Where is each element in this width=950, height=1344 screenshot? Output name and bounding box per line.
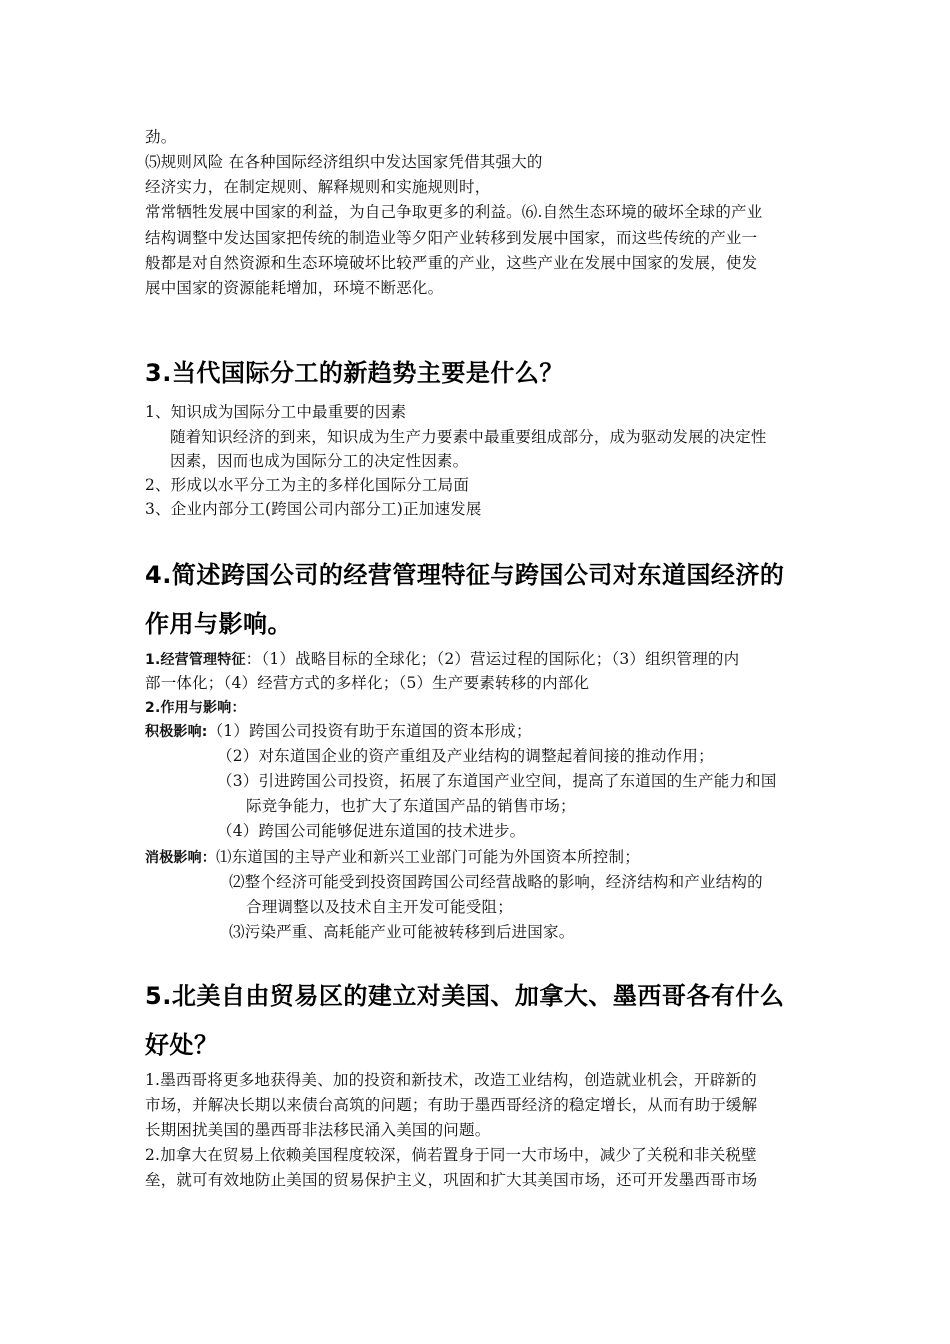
feature-line bbox=[145, 648, 739, 671]
intro-line: 结构调整中发达国家把传统的制造业等夕阳产业转移到发展中国家，而这些传统的产业一 bbox=[145, 229, 758, 247]
intro-line: 展中国家的资源能耗增加，环境不断恶化。 bbox=[145, 279, 444, 297]
section5-line: 市场，并解决长期以来债台高筑的问题；有助于墨西哥经济的稳定增长，从而有助于缓解 bbox=[145, 1096, 758, 1114]
negative-item: 合理调整以及技术自主开发可能受阻； bbox=[246, 898, 513, 916]
section3-item: 1、知识成为国际分工中最重要的因素 bbox=[145, 403, 407, 421]
section4-heading-cont: 作用与影响。 bbox=[145, 610, 292, 638]
section3-item: 因素，因而也成为国际分工的决定性因素。 bbox=[170, 452, 469, 470]
positive-item: （3）引进跨国公司投资，拓展了东道国产业空间，提高了东道国的生产能力和国 bbox=[217, 772, 777, 790]
section4-heading: 4.简述跨国公司的经营管理特征与跨国公司对东道国经济的 bbox=[145, 561, 785, 589]
positive-item: 际竞争能力，也扩大了东道国产品的销售市场； bbox=[246, 797, 576, 815]
section5-heading-cont: 好处？ bbox=[145, 1031, 219, 1059]
intro-line: 般都是对自然资源和生态环境破坏比较严重的产业，这些产业在发展中国家的发展，使发 bbox=[145, 254, 758, 272]
feature-line-cont: 部一体化；（4）经营方式的多样化；（5）生产要素转移的内部化 bbox=[145, 674, 590, 692]
negative-item: ⑴东道国的主导产业和新兴工业部门可能为外国资本所控制； bbox=[216, 848, 640, 866]
effect-label: 2.作用与影响： bbox=[145, 700, 246, 716]
positive-item: （2）对东道国企业的资产重组及产业结构的调整起着间接的推动作用； bbox=[217, 747, 714, 765]
intro-line: 劲。 bbox=[145, 128, 177, 146]
positive-item: （1）跨国公司投资有助于东道国的资本形成； bbox=[207, 722, 532, 740]
negative-label: 消极影响： bbox=[145, 850, 216, 866]
positive-label: 积极影响: bbox=[145, 724, 208, 740]
section5-line: 长期困扰美国的墨西哥非法移民涌入美国的问题。 bbox=[145, 1121, 491, 1139]
intro-line: ⑸规则风险 在各种国际经济组织中发达国家凭借其强大的 bbox=[145, 153, 543, 171]
negative-line bbox=[145, 846, 640, 869]
section3-item: 2、形成以水平分工为主的多样化国际分工局面 bbox=[145, 476, 470, 494]
negative-item: ⑶污染严重、高耗能产业可能被转移到后进国家。 bbox=[229, 923, 575, 941]
section5-line: 垒，就可有效地防止美国的贸易保护主义，巩固和扩大其美国市场，还可开发墨西哥市场 bbox=[145, 1171, 758, 1189]
feature-text: ：（1）战略目标的全球化；（2）营运过程的国际化；（3）组织管理的内 bbox=[245, 650, 740, 668]
section3-item: 随着知识经济的到来，知识成为生产力要素中最重要组成部分，成为驱动发展的决定性 bbox=[170, 428, 767, 446]
section3-item: 3、企业内部分工(跨国公司内部分工)正加速发展 bbox=[145, 500, 482, 518]
positive-line bbox=[145, 720, 532, 743]
positive-item: （4）跨国公司能够促进东道国的技术进步。 bbox=[217, 822, 526, 840]
intro-line: 经济实力，在制定规则、解释规则和实施规则时， bbox=[145, 178, 491, 196]
intro-line: 常常牺牲发展中国家的利益，为自己争取更多的利益。⑹.自然生态环境的破坏全球的产业 bbox=[145, 203, 763, 221]
negative-item: ⑵整个经济可能受到投资国跨国公司经营战略的影响，经济结构和产业结构的 bbox=[229, 873, 763, 891]
section3-heading: 3.当代国际分工的新趋势主要是什么？ bbox=[145, 359, 564, 387]
feature-label: 1.经营管理特征 bbox=[145, 652, 246, 668]
section5-heading: 5.北美自由贸易区的建立对美国、加拿大、墨西哥各有什么 bbox=[145, 982, 785, 1010]
section5-line: 1.墨西哥将更多地获得美、加的投资和新技术，改造工业结构，创造就业机会，开辟新的 bbox=[145, 1071, 757, 1089]
section5-line: 2.加拿大在贸易上依赖美国程度较深，倘若置身于同一大市场中，减少了关税和非关税壁 bbox=[145, 1146, 757, 1164]
